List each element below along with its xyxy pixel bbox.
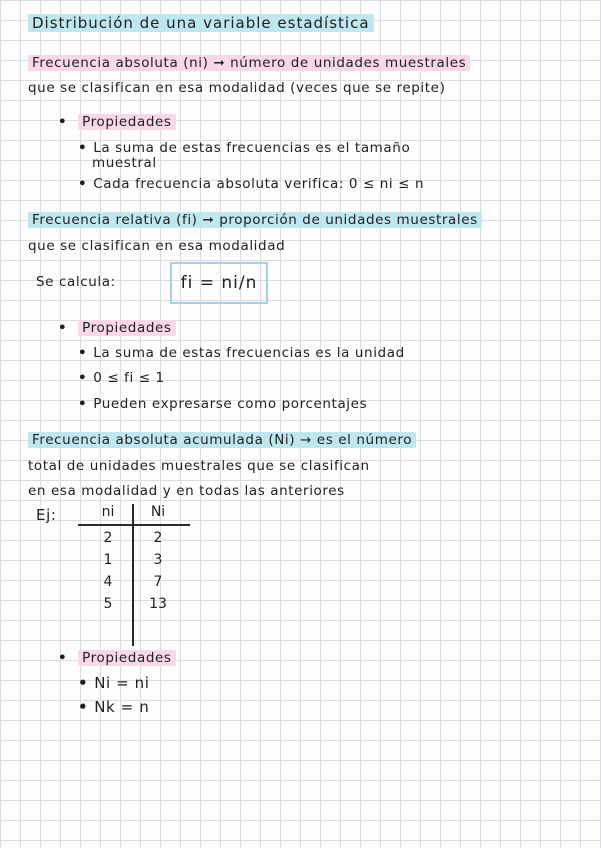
page-title-text: Distribución de una variable estadística — [28, 14, 374, 32]
page-title — [28, 14, 374, 32]
rel-prop1: • La suma de estas frecuencias es la unidad — [78, 345, 405, 361]
abs-definition-line2: que se clasifican en esa modalidad (veces que se repite) — [28, 80, 446, 96]
rel-formula-box — [170, 262, 268, 304]
table-cell: 4 — [103, 574, 113, 590]
abs-definition-line1 — [28, 55, 470, 71]
table-cell: 7 — [153, 574, 163, 590]
rel-definition-line1 — [28, 212, 482, 228]
rel-properties-title — [58, 320, 176, 336]
acum-heading: Frecuencia absoluta acumulada (Ni) → es el número — [28, 432, 416, 448]
example-label: Ej: — [36, 506, 57, 524]
table-cell: 13 — [149, 596, 167, 612]
abs-prop1-cont: muestral — [92, 155, 157, 171]
abs-properties-title — [58, 114, 176, 130]
acum-definition-line3: en esa modalidad y en todas las anteriores — [28, 483, 345, 499]
rel-prop3: • Pueden expresarse como porcentajes — [78, 396, 367, 412]
table-cell: 2 — [103, 530, 113, 546]
rel-properties-label: Propiedades — [78, 320, 175, 336]
table-cell: 5 — [103, 596, 113, 612]
rel-prop2: • 0 ≤ fi ≤ 1 — [78, 370, 165, 386]
acum-definition-line2: total de unidades muestrales que se clasifican — [28, 458, 370, 474]
acum-properties-label: Propiedades — [78, 650, 175, 666]
rel-definition-line2: que se clasifican en esa modalidad — [28, 238, 286, 254]
table-cell: 1 — [103, 552, 113, 568]
acum-properties-title — [58, 650, 176, 666]
abs-properties-label: Propiedades — [78, 114, 175, 130]
acum-prop2: • Nk = n — [78, 698, 149, 716]
rel-heading: Frecuencia relativa (fi) ➞ proporción de unidades muestrales — [28, 212, 482, 228]
abs-heading: Frecuencia absoluta (ni) ➞ número de unidades muestrales — [28, 55, 470, 71]
table-header-Ni: Ni — [150, 504, 166, 520]
table-header-divider — [78, 524, 190, 526]
abs-prop1: • La suma de estas frecuencias es el tamaño — [78, 140, 410, 156]
table-header-ni: ni — [101, 504, 115, 520]
rel-calc-label: Se calcula: — [36, 274, 116, 290]
abs-prop2: • Cada frecuencia absoluta verifica: 0 ≤ ni ≤ n — [78, 176, 424, 192]
acum-definition-line1 — [28, 432, 416, 448]
rel-formula: fi = ni/n — [180, 273, 258, 293]
table-cell: 3 — [153, 552, 163, 568]
table-cell: 2 — [153, 530, 163, 546]
acum-prop1: • Ni = ni — [78, 674, 150, 692]
